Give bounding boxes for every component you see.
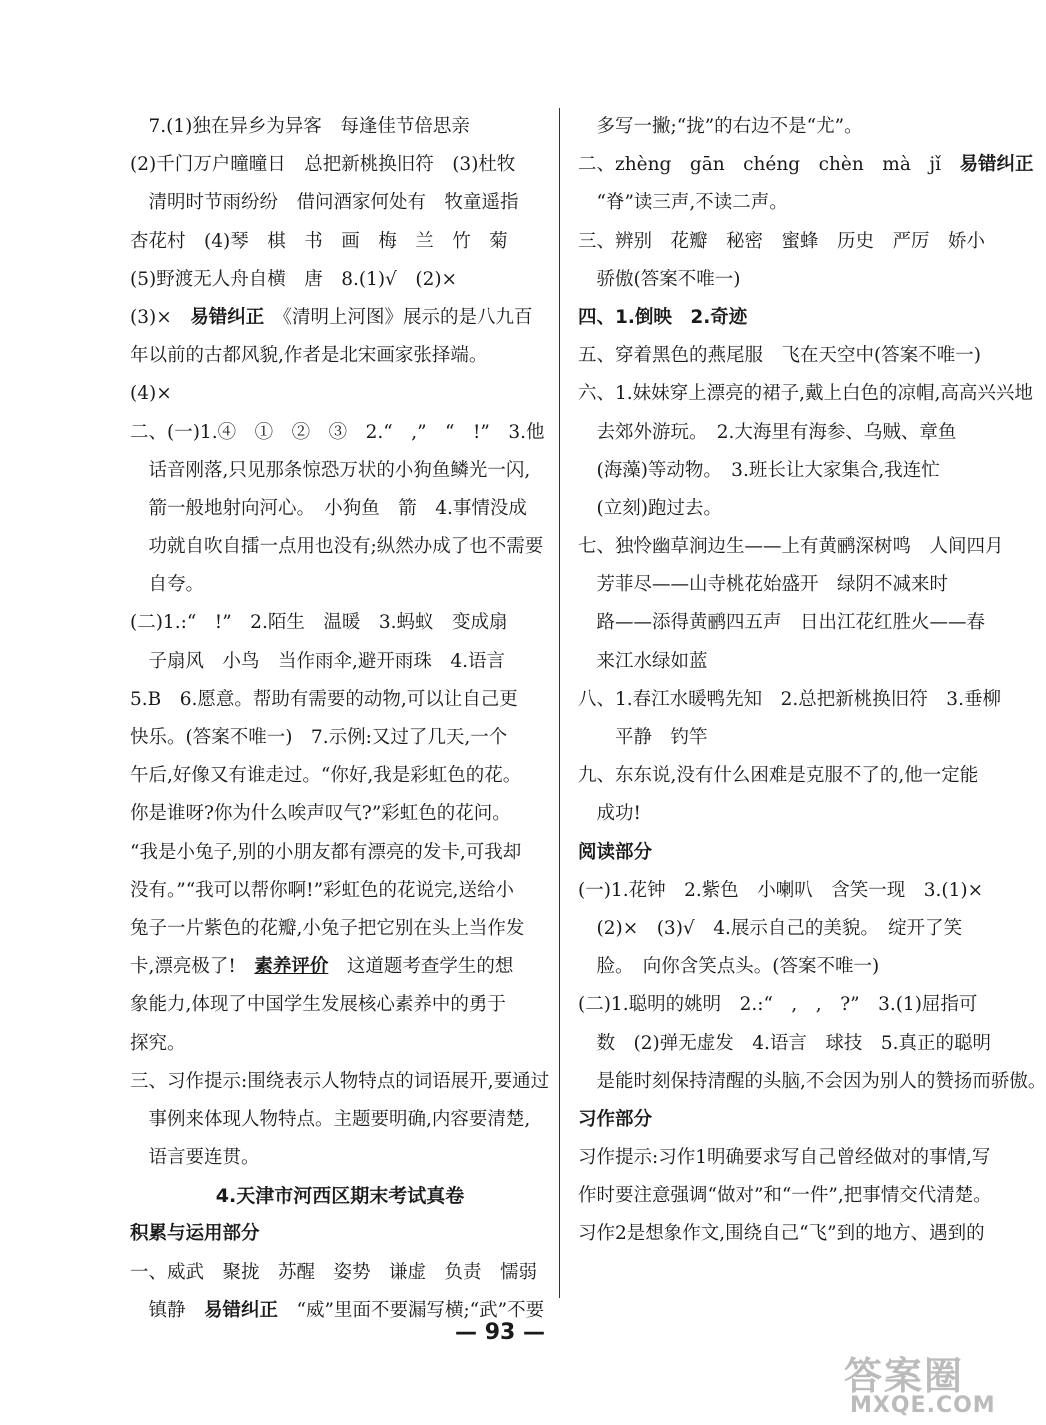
line-text: 成功! <box>578 803 641 825</box>
left-line <box>130 452 550 490</box>
line-text: 习作提示:习作1明确要求写自己曾经做对的事情,写 <box>578 1147 991 1169</box>
line-text: 脸。 向你含笑点头。(答案不唯一) <box>578 956 880 978</box>
left-line <box>130 1139 550 1177</box>
left-line <box>130 1101 550 1139</box>
left-line <box>130 948 550 986</box>
literacy-eval-label: 素养评价 <box>254 956 329 978</box>
line-text: 箭一般地射向河心。 小狗鱼 箭 4.事情没成 <box>130 497 527 519</box>
line-text: 你是谁呀?你为什么唉声叹气?”彩虹色的花问。 <box>130 803 511 825</box>
line-text: 八、1.春江水暖鸭先知 2.总把新桃换旧符 3.垂柳 <box>578 688 1001 710</box>
right-line <box>578 108 998 146</box>
right-line <box>578 1101 998 1139</box>
line-text: 积累与运用部分 <box>130 1223 260 1245</box>
right-line <box>578 1025 998 1063</box>
watermark-url: MXQE.COM <box>850 1393 996 1418</box>
left-line <box>130 1063 550 1101</box>
line-text: 九、东东说,没有什么困难是克服不了的,他一定能 <box>578 765 979 787</box>
right-line <box>578 1177 998 1215</box>
right-line <box>578 986 998 1024</box>
line-text: (二)1.:“ !” 2.陌生 温暖 3.蚂蚁 变成扇 <box>130 612 508 634</box>
watermark-text: 答案圈 <box>844 1354 965 1398</box>
left-line <box>130 604 550 642</box>
page-number: — 93 — <box>455 1320 545 1345</box>
line-text: (3)× <box>130 306 191 328</box>
line-text: 功就自吹自擂一点用也没有;纵然办成了也不需要 <box>130 536 544 558</box>
line-text: 杏花村 (4)琴 棋 书 画 梅 兰 竹 菊 <box>130 230 508 252</box>
line-text: 没有。”“我可以帮你啊!”彩虹色的花说完,送给小 <box>130 879 514 901</box>
left-line <box>130 681 550 719</box>
left-line <box>130 375 550 413</box>
right-line <box>578 719 998 757</box>
left-line <box>130 337 550 375</box>
left-line <box>130 490 550 528</box>
left-line <box>130 1177 550 1215</box>
line-text: 子扇风 小鸟 当作雨伞,避开雨珠 4.语言 <box>130 650 506 672</box>
line-text: 去郊外游玩。 2.大海里有海参、乌贼、章鱼 <box>578 421 957 443</box>
line-text: 是能时刻保持清醒的头脑,不会因为别人的赞扬而骄傲。 <box>578 1070 1046 1092</box>
left-line <box>130 261 550 299</box>
line-text: 芳菲尽——山寺桃花始盛开 绿阴不减来时 <box>578 574 949 596</box>
line-text: 兔子一片紫色的花瓣,小兔子把它别在头上当作发 <box>130 917 525 939</box>
right-column <box>578 108 1046 1254</box>
right-line <box>578 643 998 681</box>
line-text: 平静 钓竿 <box>578 727 708 748</box>
line-text: 话音刚落,只见那条惊恐万状的小狗鱼鳞光一闪, <box>130 459 531 481</box>
line-text: 二、zhèng gān chéng chèn mà jǐ <box>578 154 960 176</box>
left-column <box>130 108 550 1330</box>
line-text: 四、1.倒映 2.奇迹 <box>578 306 748 328</box>
line-text: 七、独怜幽草涧边生——上有黄鹂深树鸣 人间四月 <box>578 536 1004 558</box>
line-text: 事例来体现人物特点。主题要明确,内容要清楚, <box>130 1108 531 1130</box>
right-line <box>578 872 998 910</box>
line-text: 数 (2)弹无虚发 4.语言 球技 5.真正的聪明 <box>578 1032 992 1054</box>
left-line <box>130 719 550 757</box>
right-line <box>578 261 998 299</box>
line-text: 卡,漂亮极了! <box>130 956 255 978</box>
left-line <box>130 910 550 948</box>
left-line <box>130 1215 550 1253</box>
left-line <box>130 146 550 184</box>
line-text: 作时要注意强调“做对”和“一件”,把事情交代清楚。 <box>578 1185 992 1207</box>
left-line <box>130 1254 550 1292</box>
line-text: (二)1.聪明的姚明 2.:“ , , ?” 3.(1)屈指可 <box>578 994 978 1016</box>
left-line <box>130 184 550 222</box>
right-line <box>578 223 998 261</box>
line-text: 习作部分 <box>578 1108 653 1130</box>
left-line <box>130 834 550 872</box>
line-text: “脊”读三声,不读二声。 <box>578 192 788 214</box>
error-fix-label: 易错纠正 <box>190 306 265 328</box>
line-text: 六、1.妹妹穿上漂亮的裙子,戴上白色的凉帽,高高兴兴地 <box>578 383 1033 405</box>
left-line <box>130 299 550 337</box>
left-line <box>130 986 550 1024</box>
line-text: 来江水绿如蓝 <box>578 650 708 672</box>
left-line <box>130 795 550 833</box>
line-text: (4)× <box>130 383 172 405</box>
line-text: 路——添得黄鹂四五声 日出江花红胜火——春 <box>578 612 986 634</box>
line-text: 阅读部分 <box>578 841 653 863</box>
line-text: (一)1.花钟 2.紫色 小喇叭 含笑一现 3.(1)× <box>578 879 984 901</box>
left-line <box>130 108 550 146</box>
line-text: 镇静 <box>130 1299 205 1321</box>
watermark-logo <box>836 1345 996 1421</box>
line-text-rest: 这道题考查学生的想 <box>328 956 514 978</box>
line-text: 快乐。(答案不唯一) 7.示例:又过了几天,一个 <box>130 727 508 748</box>
left-line <box>130 1025 550 1063</box>
left-line <box>130 414 550 452</box>
right-line <box>578 1139 998 1177</box>
line-text: 探究。 <box>130 1032 186 1054</box>
right-line <box>578 834 998 872</box>
right-line <box>578 757 998 795</box>
left-line <box>130 566 550 604</box>
line-text: “我是小兔子,别的小朋友都有漂亮的发卡,可我却 <box>130 841 522 863</box>
line-text: 清明时节雨纷纷 借问酒家何处有 牧童遥指 <box>130 192 519 214</box>
line-text: 一、威武 聚拢 苏醒 姿势 谦虚 负责 懦弱 <box>130 1261 538 1283</box>
right-line <box>578 948 998 986</box>
line-text: 三、辨别 花瓣 秘密 蜜蜂 历史 严厉 娇小 <box>578 230 986 252</box>
right-line <box>578 1063 1046 1101</box>
right-line <box>578 1215 998 1253</box>
line-text: (立刻)跑过去。 <box>578 497 722 519</box>
line-text: 午后,好像又有谁走过。“你好,我是彩虹色的花。 <box>130 765 522 787</box>
line-text: 象能力,体现了中国学生发展核心素养中的勇于 <box>130 994 506 1016</box>
right-line <box>578 375 1033 413</box>
line-text: 骄傲(答案不唯一) <box>578 268 741 290</box>
right-line <box>578 146 1034 184</box>
right-line <box>578 681 1001 719</box>
right-line <box>578 414 998 452</box>
line-text: 7.(1)独在异乡为异客 每逢佳节倍思亲 <box>130 116 470 137</box>
line-text-rest: “威”里面不要漏写横;“武”不要 <box>278 1299 545 1321</box>
line-text-rest: 《清明上河图》展示的是八九百 <box>264 306 533 328</box>
line-text: (2)千门万户曈曈日 总把新桃换旧符 (3)杜牧 <box>130 154 516 176</box>
line-text: 语言要连贯。 <box>130 1147 260 1169</box>
left-line <box>130 643 550 681</box>
line-text: 5.B 6.愿意。帮助有需要的动物,可以让自己更 <box>130 688 518 710</box>
left-line <box>130 757 550 795</box>
right-line <box>578 299 998 337</box>
line-text: 自夸。 <box>130 574 205 596</box>
right-line <box>578 795 998 833</box>
line-text: (2)× (3)√ 4.展示自己的美貌。 绽开了笑 <box>578 917 963 939</box>
right-line <box>578 566 998 604</box>
left-line <box>130 528 550 566</box>
right-line <box>578 490 998 528</box>
right-line <box>578 452 998 490</box>
error-fix-label: 易错纠正 <box>204 1299 279 1321</box>
line-text: 多写一撇;“拢”的右边不是“尤”。 <box>578 116 863 137</box>
line-text: 二、(一)1.④ ① ② ③ 2.“ ,” “ !” 3.他 <box>130 421 545 443</box>
column-divider <box>559 108 560 1298</box>
line-text: 三、习作提示:围绕表示人物特点的词语展开,要通过 <box>130 1070 550 1092</box>
right-line <box>578 604 998 642</box>
line-text: 五、穿着黑色的燕尾服 飞在天空中(答案不唯一) <box>578 345 981 367</box>
line-text: (5)野渡无人舟自横 唐 8.(1)√ (2)× <box>130 268 458 290</box>
right-line <box>578 528 1004 566</box>
left-line <box>130 223 550 261</box>
error-fix-label: 易错纠正 <box>959 154 1034 176</box>
line-text: 年以前的古都风貌,作者是北宋画家张择端。 <box>130 345 488 367</box>
line-text: (海藻)等动物。 3.班长让大家集合,我连忙 <box>578 459 940 481</box>
right-line <box>578 184 998 222</box>
left-line <box>130 872 550 910</box>
line-text: 4.天津市河西区期末考试真卷 <box>215 1185 465 1208</box>
line-text: 习作2是想象作文,围绕自己“飞”到的地方、遇到的 <box>578 1223 985 1245</box>
right-line <box>578 910 998 948</box>
right-line <box>578 337 998 375</box>
